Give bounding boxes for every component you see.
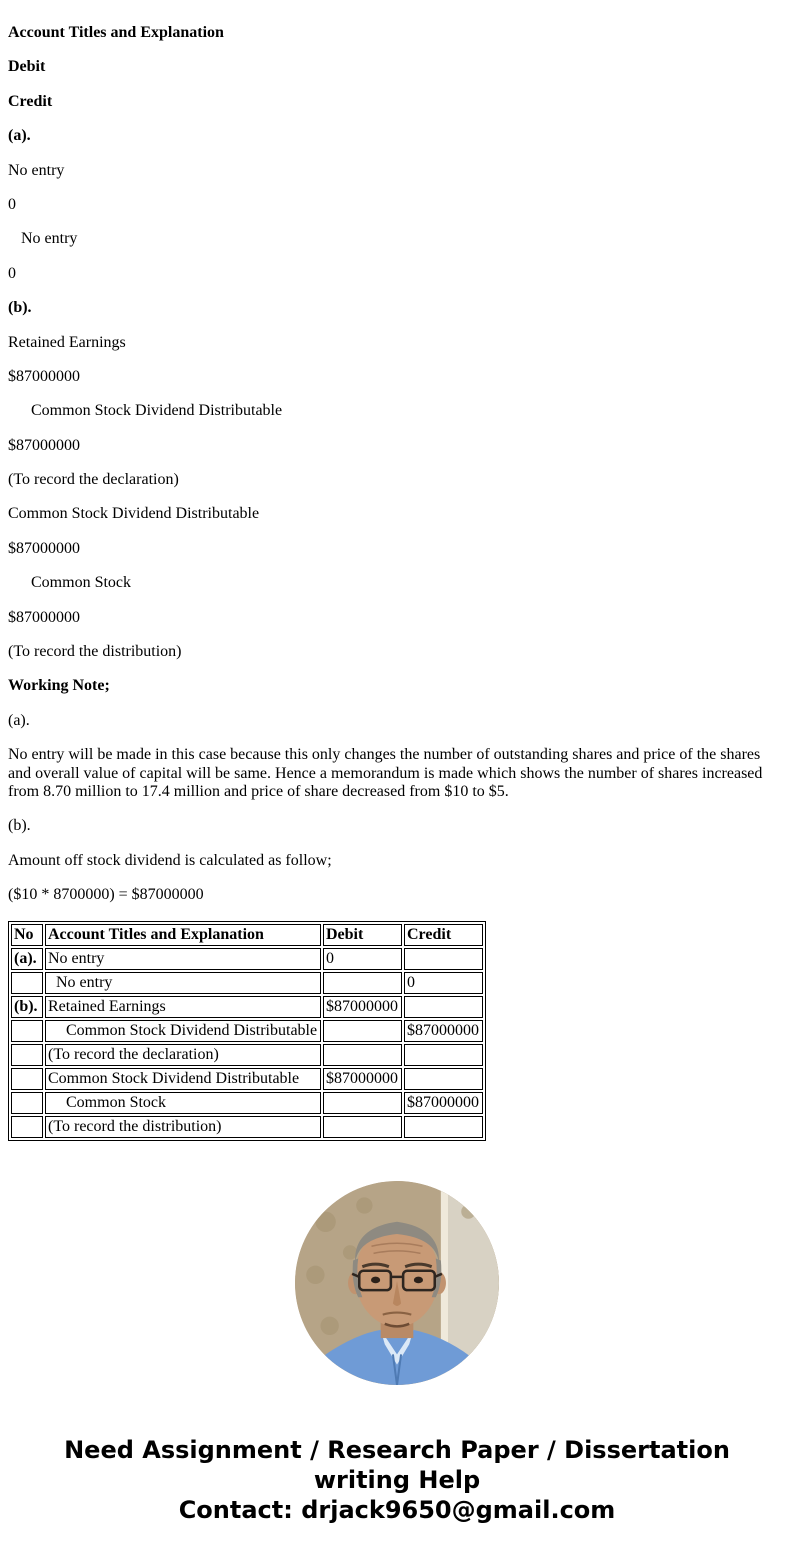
cell-debit xyxy=(323,1044,402,1066)
item-a-heading: (a). xyxy=(8,127,31,145)
cell-credit xyxy=(404,1044,483,1066)
cell-account: (To record the declaration) xyxy=(45,1044,321,1066)
footer-help-line-2: writing Help xyxy=(313,1465,481,1494)
cell-credit xyxy=(404,948,483,970)
cell-debit: 0 xyxy=(323,948,402,970)
item-b-heading: (b). xyxy=(8,299,32,317)
amount-line: $87000000 xyxy=(8,608,80,626)
table-row xyxy=(11,1020,483,1042)
table-row xyxy=(11,1092,483,1114)
footer-help-line-1: Need Assignment / Research Paper / Dissertation xyxy=(64,1435,730,1464)
cell-no xyxy=(11,1116,43,1138)
cell-debit xyxy=(323,1116,402,1138)
cell-credit: $87000000 xyxy=(404,1020,483,1042)
cell-no xyxy=(11,1092,43,1114)
amount-line: $87000000 xyxy=(8,436,80,454)
entry-note: (To record the declaration) xyxy=(8,471,179,489)
heading-account-titles: Account Titles and Explanation xyxy=(8,24,224,41)
tutor-portrait-photo xyxy=(295,1181,499,1385)
journal-entries-table xyxy=(8,921,486,1141)
entry-line: Common Stock xyxy=(31,574,132,592)
cell-account: No entry xyxy=(45,972,321,994)
table-row xyxy=(11,996,483,1018)
cell-debit: $87000000 xyxy=(323,1068,402,1090)
cell-credit: 0 xyxy=(404,972,483,994)
item-b-label: (b). xyxy=(8,817,31,835)
entry-line: No entry xyxy=(21,230,78,248)
amount-line: $87000000 xyxy=(8,539,80,557)
entry-line: Retained Earnings xyxy=(8,333,126,351)
cell-debit xyxy=(323,1092,402,1114)
cell-debit xyxy=(323,972,402,994)
table-row xyxy=(11,948,483,970)
table-header-row xyxy=(11,924,483,946)
cell-no xyxy=(11,1020,43,1042)
cell-debit: $87000000 xyxy=(323,996,402,1018)
header-debit: Debit xyxy=(323,924,402,946)
header-credit: Credit xyxy=(404,924,483,946)
label-credit: Credit xyxy=(8,92,53,110)
cell-debit xyxy=(323,1020,402,1042)
footer-ad xyxy=(8,1435,786,1553)
calculation-intro: Amount off stock dividend is calculated as follow; xyxy=(8,851,332,869)
entry-line: Common Stock Dividend Distributable xyxy=(31,402,283,420)
amount-line: $87000000 xyxy=(8,367,80,385)
amount-line: 0 xyxy=(8,195,16,213)
explanation-paragraph: No entry will be made in this case because this only changes the number of outstanding shares and price of the shares and overall value of capital will be same. Hence a memorandum is made which shows the number of shares increased from 8.70 million to 17.4 million and price of share decreased from $10 to $5. xyxy=(8,746,763,800)
header-account-titles: Account Titles and Explanation xyxy=(45,924,321,946)
cell-account: Retained Earnings xyxy=(45,996,321,1018)
cell-credit: $87000000 xyxy=(404,1092,483,1114)
cell-account: (To record the distribution) xyxy=(45,1116,321,1138)
table-row xyxy=(11,1068,483,1090)
cell-credit xyxy=(404,1116,483,1138)
footer-contact-email: Contact: drjack9650@gmail.com xyxy=(178,1495,616,1524)
cell-account: Common Stock Dividend Distributable xyxy=(45,1020,321,1042)
cell-account: Common Stock xyxy=(45,1092,321,1114)
item-a-label: (a). xyxy=(8,711,30,729)
entry-line: No entry xyxy=(8,161,65,179)
cell-no: (b). xyxy=(11,996,43,1018)
cell-no xyxy=(11,972,43,994)
cell-no xyxy=(11,1068,43,1090)
label-debit: Debit xyxy=(8,58,46,76)
table-row xyxy=(11,1116,483,1138)
header-no: No xyxy=(11,924,43,946)
entry-note: (To record the distribution) xyxy=(8,643,182,661)
working-note-heading: Working Note; xyxy=(8,677,110,695)
table-row xyxy=(11,972,483,994)
cell-no xyxy=(11,1044,43,1066)
amount-line: 0 xyxy=(8,264,16,282)
cell-account: Common Stock Dividend Distributable xyxy=(45,1068,321,1090)
entry-line: Common Stock Dividend Distributable xyxy=(8,505,260,523)
avatar xyxy=(295,1181,499,1385)
cell-credit xyxy=(404,1068,483,1090)
cell-credit xyxy=(404,996,483,1018)
cell-account: No entry xyxy=(45,948,321,970)
cell-no: (a). xyxy=(11,948,43,970)
calculation-formula: ($10 * 8700000) = $87000000 xyxy=(8,886,204,904)
table-row xyxy=(11,1044,483,1066)
